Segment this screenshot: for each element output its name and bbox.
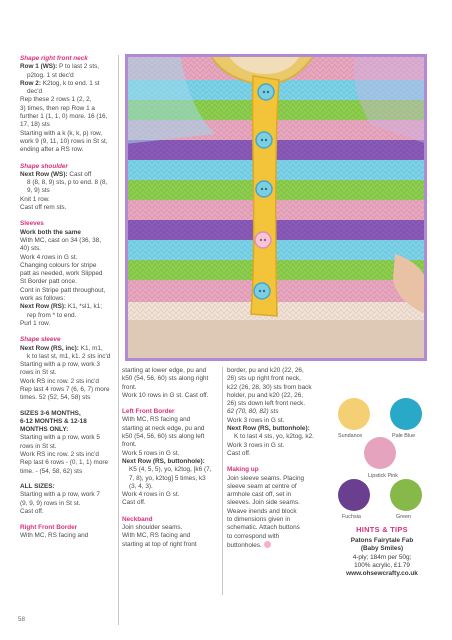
text-line: Cast off rem sts. — [20, 204, 67, 212]
text-line: With MC, cast on 34 (36, 38, — [20, 236, 101, 244]
yarn-swatches — [334, 393, 430, 523]
text-line: front. — [122, 441, 137, 449]
yarn-label: Sundance — [338, 433, 363, 439]
text-line: With MC, RS facing and — [20, 532, 89, 540]
text-line: 17, 18) sts — [20, 121, 50, 129]
pattern-column-2 — [122, 367, 218, 549]
text-line: Rep these 2 rows 1 (2, 2, — [20, 96, 92, 104]
column-divider — [118, 55, 119, 625]
text-line: With MC, RS facing and — [122, 532, 191, 540]
row-text: dec'd — [27, 88, 43, 96]
text-line: holder, pu and k20 (22, 26, — [227, 391, 304, 399]
text-line: to correspond with — [227, 532, 280, 540]
text-line: With MC, RS facing and — [122, 416, 191, 424]
row-text: k to last st, m1, k1. 2 sts inc'd — [27, 352, 111, 360]
text-line: time. - (54, 58, 62) sts — [20, 467, 83, 475]
yarn-ball-lipstick-pink — [364, 437, 396, 469]
text-line: k50 (54, 56, 60) sts along left — [122, 433, 205, 441]
row-label: Next Row (RS): — [20, 303, 67, 311]
text-line: Rep last 4 rows 7 (6, 6, 7) more — [20, 385, 110, 393]
text-line: work as follows: — [20, 295, 66, 303]
text-line: Knit 1 row. — [20, 195, 50, 203]
yarn-label: Pale Blue — [392, 433, 416, 439]
cardigan-photo — [125, 54, 427, 361]
text-line: Work RS inc row. 2 sts inc'd — [20, 451, 99, 459]
text-line: starting at top of right front — [122, 540, 197, 548]
text-line: Work 4 rows in G st. — [122, 491, 180, 499]
text-line: 26) sts up right front neck, — [227, 375, 301, 383]
text-line: (9, 9, 9) rows in St st. — [20, 499, 81, 507]
text-line: to dimensions given in — [227, 516, 291, 524]
product-name: Patons Fairytale Fab — [350, 537, 414, 544]
text-line: sleeves. Join side seams. — [227, 499, 300, 507]
product-spec: 4-ply; 184m per 50g; — [352, 553, 412, 561]
size-heading: MONTHS ONLY: — [20, 426, 69, 434]
pattern-column-3 — [227, 367, 322, 550]
text-line: Work 10 rows in G st. Cast off. — [122, 391, 209, 399]
text-line: starting at neck edge, pu and — [122, 424, 205, 432]
yarn-ball-pale-blue — [390, 398, 422, 430]
text-line: Starting with a p row, work 7 — [20, 491, 100, 499]
yarn-label: Green — [396, 514, 411, 520]
text-line: Join sleeve seams. Placing — [227, 474, 305, 482]
text-line: 62 (70, 80, 82) sts — [227, 408, 279, 416]
text-line: border, pu and k20 (22, 26, — [227, 367, 304, 374]
row-text: (3, 4, 3). — [129, 482, 153, 490]
section-heading: Neckband — [122, 515, 153, 523]
row-text: rep from * to end. — [27, 311, 77, 319]
yarn-ball-green — [390, 479, 422, 511]
row-text: 8 (8, 8, 9) sts, p to end. 8 (8, — [27, 179, 108, 187]
section-heading: Shape shoulder — [20, 162, 68, 170]
row-text: 9, 9) sts — [27, 187, 50, 195]
striped-cardigan-illustration — [125, 54, 427, 361]
row-label: Next Row (RS, inc): — [20, 344, 79, 352]
text-line: Starting with a p row, work 5 — [20, 434, 100, 442]
text-line: Starting with a k (k, k, p) row, — [20, 129, 103, 137]
text-line: Cast off. — [20, 507, 44, 515]
text-line: Starting with a p row, work 3 — [20, 361, 100, 369]
text-line: ending after a RS row. — [20, 146, 84, 154]
section-heading: Making up — [227, 466, 259, 474]
row-label: Row 1 (WS): — [20, 63, 58, 71]
text-line: Work 3 rows in G st. — [227, 441, 285, 449]
text-line: Work RS inc row. 2 sts inc'd — [20, 377, 99, 385]
row-label: Next Row (RS, buttonhole): — [122, 457, 205, 465]
size-heading: ALL SIZES: — [20, 482, 55, 490]
section-heading: Left Front Border — [122, 408, 175, 416]
text-line: rows in St st. — [20, 442, 57, 450]
text-line: work 9 (9, 11, 10) rows in St st, — [20, 137, 108, 145]
text-line: sleeve seam at centre of — [227, 482, 297, 490]
text-line: k22 (26, 28, 30) sts from back — [227, 383, 312, 391]
row-text: Cast off — [67, 170, 92, 178]
text-line: 40) sts. — [20, 245, 41, 253]
text-line: St Border patt once. — [20, 278, 77, 286]
size-heading: SIZES 3-6 MONTHS, — [20, 409, 81, 417]
text-line: k50 (54, 56, 60) sts along right — [122, 375, 209, 383]
row-text: K5 (4, 5, 5), yo, k2tog, [k6 (7, — [129, 466, 212, 474]
text-line: Work 5 rows in G st. — [122, 449, 180, 457]
text-line: Cast off. — [122, 499, 146, 507]
text-line: rows in St st. — [20, 369, 57, 377]
text-line: Cast off. — [227, 449, 251, 457]
text-line: Changing colours for stripe — [20, 261, 97, 269]
text-line: Cont in Stripe patt throughout, — [20, 286, 106, 294]
text-line: Weave inends and block — [227, 507, 297, 515]
row-text: K1, m1, — [78, 344, 103, 352]
row-text: P to last 2 sts, — [57, 63, 100, 71]
text-line: starting at lower edge, pu and — [122, 367, 207, 374]
size-heading: 6-12 MONTHS & 12-18 — [20, 417, 87, 425]
yarn-info — [334, 537, 430, 578]
text-line: front. — [122, 383, 137, 391]
text-line: 3) times, then rep Row 1 a — [20, 104, 95, 112]
text-line: Work 4 rows in G st. — [20, 253, 78, 261]
section-heading: Shape sleeve — [20, 336, 61, 344]
yarn-ball-icon — [264, 541, 271, 548]
text-line: further 1 (1, 1, 0) more. 16 (16, — [20, 113, 108, 121]
yarn-label: Lipstick Pink — [368, 473, 398, 479]
section-heading: Right Front Border — [20, 524, 78, 532]
text-line: patt as needed, work Slipped — [20, 270, 103, 278]
pattern-column-1 — [20, 55, 114, 541]
column-divider — [222, 367, 223, 595]
product-spec: 100% acrylic, £1.79 — [354, 561, 410, 569]
text-line: Join shoulder seams. — [122, 524, 183, 532]
row-text: 7, 8), yo, k2tog] 5 times, k3 — [129, 474, 206, 482]
section-heading: Sleeves — [20, 220, 44, 228]
yarn-ball-sundance — [338, 398, 370, 430]
text-line: buttonholes. — [227, 541, 262, 549]
row-label: Next Row (WS): — [20, 170, 68, 178]
hints-tips-title: HINTS & TIPS — [356, 525, 408, 534]
row-text: p2tog. 1 st dec'd — [27, 71, 74, 79]
text-line: schematic. Attach buttons — [227, 524, 300, 532]
website-link[interactable]: www.ohsewcrafty.co.uk — [346, 570, 418, 578]
row-label: Next Row (RS, buttonhole): — [227, 425, 310, 433]
yarn-ball-fuchsia — [338, 479, 370, 511]
text-line: Rep last 6 rows - (0, 1, 1) more — [20, 459, 109, 467]
row-text: K to last 4 sts, yo, k2tog, k2. — [234, 433, 314, 441]
text-line: Purl 1 row. — [20, 319, 51, 327]
product-sub: (Baby Smiles) — [360, 545, 404, 553]
text-line: 26) sts down left front neck. — [227, 400, 306, 408]
text-line: Work 3 rows in G st. — [227, 416, 285, 424]
row-text: K2tog, k to end. 1 st — [40, 79, 100, 87]
text-line: armhole cast off, set in — [227, 491, 292, 499]
section-heading: Shape right front neck — [20, 55, 88, 62]
yarn-sidebar — [334, 393, 430, 578]
page-number: 58 — [18, 616, 25, 623]
row-text: K1, *sl1, k1; — [66, 303, 103, 311]
instruction-bold: Work both the same — [20, 228, 81, 236]
text-line: times. 52 (52, 54, 58) sts — [20, 394, 91, 402]
row-label: Row 2: — [20, 79, 41, 87]
yarn-label: Fuchsia — [342, 514, 361, 520]
